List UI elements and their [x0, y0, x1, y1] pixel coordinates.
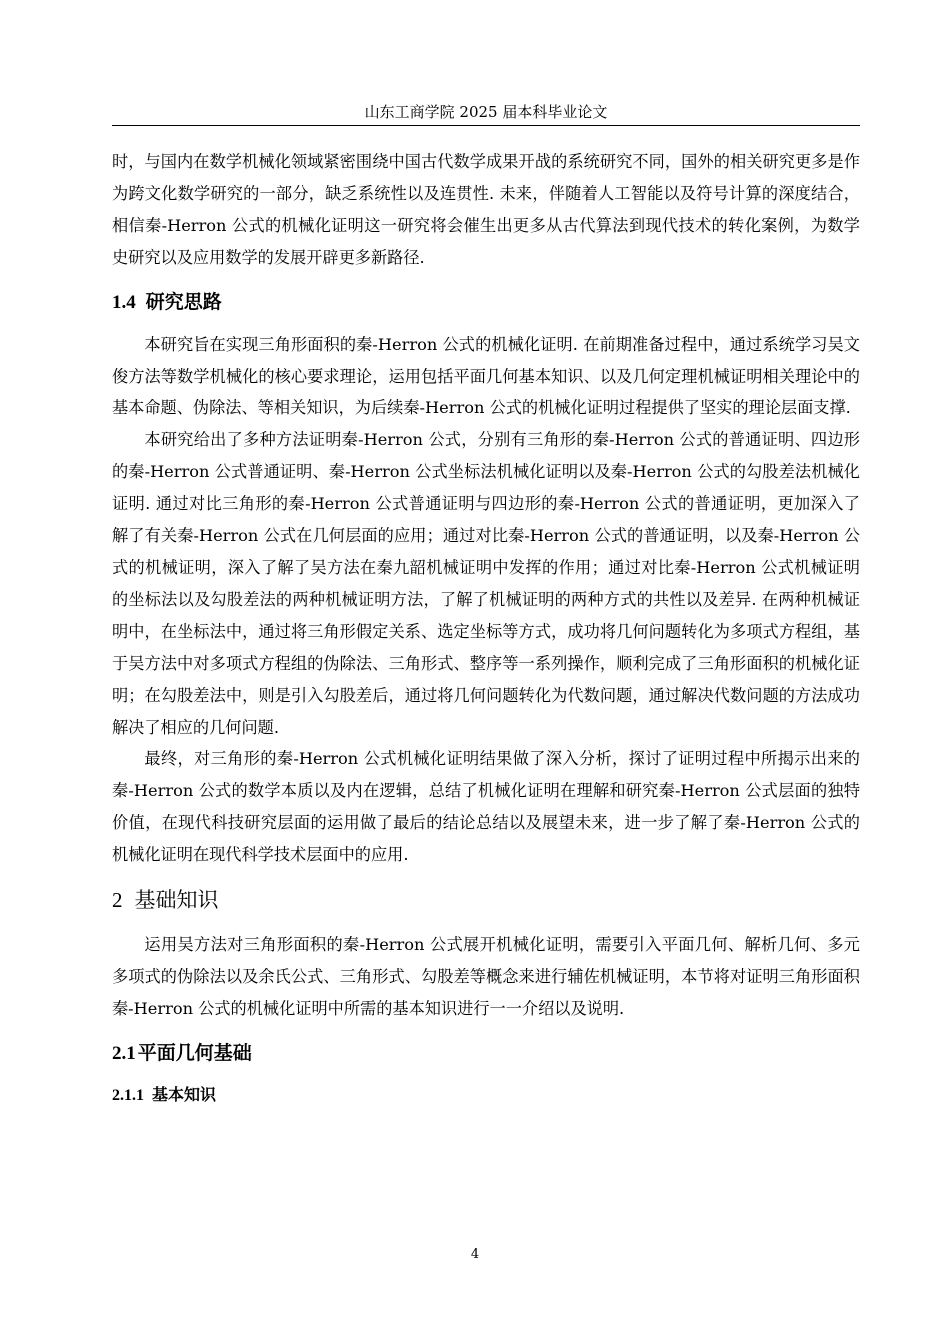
section-2-1-heading — [112, 1037, 860, 1070]
subsection-title: 基本知识 — [152, 1084, 217, 1104]
section-title: 研究思路 — [145, 290, 222, 313]
section-number: 2.1 — [112, 1042, 136, 1064]
chapter-title: 基础知识 — [134, 888, 219, 913]
intro-paragraph: 时，与国内在数学机械化领域紧密围绕中国古代数学成果开战的系统研究不同，国外的相关研究更多是作为跨文化数学研究的一部分，缺乏系统性以及连贯性. 未来，伴随着人工智能以及符号计算的深度结合，相信秦-Herron 公式的机械化证明这一研究将会催生出更多从古代算法到现代技术的转化案例，为数学史研究以及应用数学的发展开辟更多新路径. — [112, 152, 860, 267]
chapter-2-paragraph: 运用吴方法对三角形面积的秦-Herron 公式展开机械化证明，需要引入平面几何、解析几何、多元多项式的伪除法以及余氏公式、三角形式、勾股差等概念来进行辅佐机械证明，本节将对证明三角形面积秦-Herron 公式的机械化证明中所需的基本知识进行一一介绍以及说明. — [112, 935, 860, 1018]
page-number: 4 — [470, 1247, 480, 1262]
section-title: 平面几何基础 — [137, 1041, 252, 1064]
section-number: 1.4 — [112, 291, 136, 313]
section-1-4-heading — [112, 286, 860, 319]
running-header: 山东工商学院 2025 届本科毕业论文 — [364, 103, 608, 121]
header-rule — [112, 125, 860, 126]
chapter-2-heading — [112, 883, 860, 917]
section-1-4-paragraph-3: 最终，对三角形的秦-Herron 公式机械化证明结果做了深入分析，探讨了证明过程中所揭示出来的秦-Herron 公式的数学本质以及内在逻辑，总结了机械化证明在理解和研究秦-Herron 公式层面的独特价值，在现代科技研究层面的运用做了最后的结论总结以及展望未来，进一步了解了秦-Herron 公式的机械化证明在现代科学技术层面中的应用. — [112, 749, 860, 865]
section-1-4-paragraph-1: 本研究旨在实现三角形面积的秦-Herron 公式的机械化证明. 在前期准备过程中，通过系统学习吴文俊方法等数学机械化的核心要求理论，运用包括平面几何基本知识、以及几何定理机械证明相关理论中的基本命题、伪除法、等相关知识，为后续秦-Herron 公式的机械化证明过程提供了坚实的理论层面支撑. — [112, 334, 860, 418]
chapter-number: 2 — [112, 888, 123, 913]
subsection-number: 2.1.1 — [112, 1086, 144, 1104]
section-1-4-paragraph-2: 本研究给出了多种方法证明秦-Herron 公式，分别有三角形的秦-Herron 公式的普通证明、四边形的秦-Herron 公式普通证明、秦-Herron 公式坐标法机械化证明以及秦-Herron 公式的勾股差法机械化证明. 通过对比三角形的秦-Herron 公式普通证明与四边形的秦-Herron 公式的普通证明，更加深入了解了有关秦-Herron 公式在几何层面的应用；通过对比秦-Herron 公式的普通证明，以及秦-Herron 公式的机械证明，深入了解了吴方法在秦九韶机械证明中发挥的作用；通过对比秦-Herron 公式机械证明的坐标法以及勾股差法的两种机械证明方法，了解了机械证明的两种方式的共性以及差异. 在两种机械证明中，在坐标法中，通过将三角形假定关系、选定坐标等方式，成功将几何问题转化为多项式方程组，基于吴方法中对多项式方程组的伪除法、三角形式、整序等一系列操作，顺利完成了三角形面积的机械化证明；在勾股差法中，则是引入勾股差后，通过将几何问题转化为代数问题，通过解决代数问题的方法成功解决了相应的几何问题. — [112, 430, 860, 737]
page-body — [112, 146, 860, 1111]
subsection-2-1-1-heading — [112, 1080, 860, 1111]
